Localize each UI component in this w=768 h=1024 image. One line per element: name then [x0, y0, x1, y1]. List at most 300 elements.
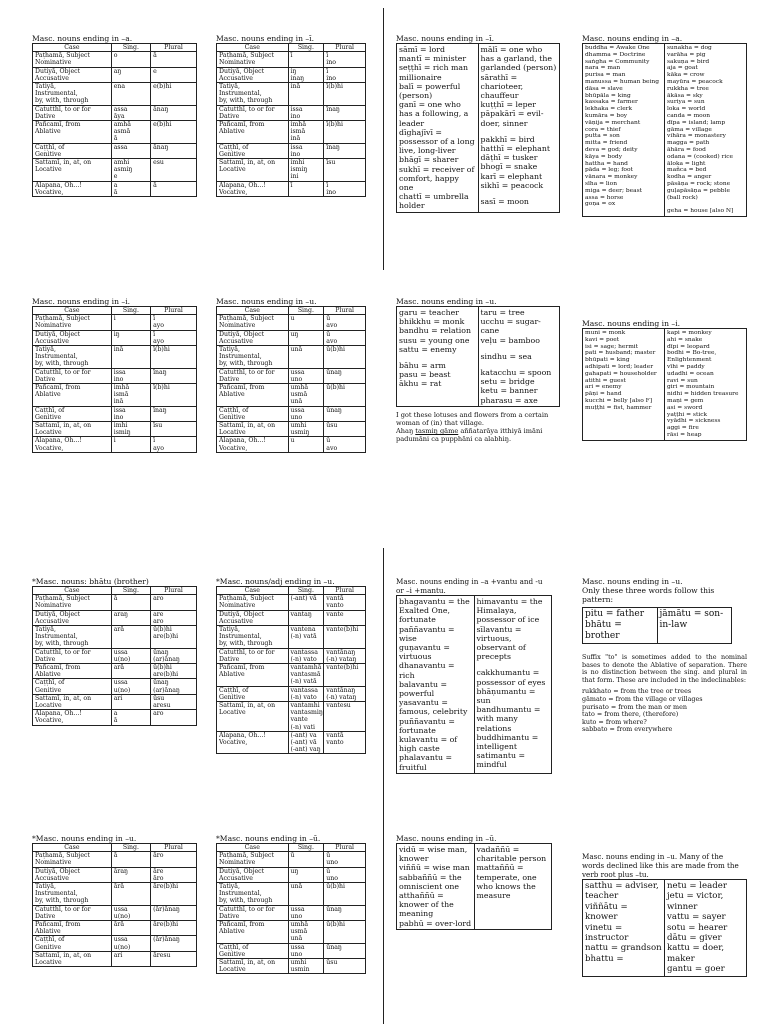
table-row [217, 368, 366, 383]
singular-cell: i [111, 315, 150, 330]
vocab-box [396, 843, 552, 930]
case-cell: Paṭhamā, Subject Nominative [217, 852, 289, 867]
vocab-entry: veḷu = bamboo [480, 335, 540, 345]
table-row [33, 105, 197, 120]
column-header: Plural [324, 44, 366, 52]
singular-cell: amhā asmā ā [111, 121, 150, 144]
singular-cell: vantamhi vantasmiŋ vante (-n) vati [288, 702, 324, 732]
vocab-entry: cora = thief [585, 126, 621, 133]
vocab-entry: pakkhī = bird [480, 134, 535, 144]
table-row [217, 422, 366, 437]
vocab-entry: sārathī = charioteer, chauffeur [480, 72, 524, 101]
singular-cell: imhā ismā inā [288, 121, 324, 144]
declension-table [216, 843, 366, 974]
vocab-entry: vīhi = paddy [667, 363, 705, 370]
plural-cell: ūnaŋ (ar)ānaŋ [151, 648, 197, 663]
table-header-row [217, 44, 366, 52]
vocab-entry: ucchu = sugar-cane [480, 317, 541, 336]
plural-cell: e [151, 67, 197, 82]
plural-cell: ū(b)hi [324, 883, 366, 906]
case-cell: Sattamī, in, at, on Locative [33, 951, 112, 966]
plural-cell: ū uno [324, 867, 366, 882]
case-cell: Catutthī, to or for Dative [33, 105, 112, 120]
column-header: Plural [151, 844, 197, 852]
singular-cell: umhā usmā unā [288, 921, 324, 944]
singular-cell: vantassa (-n) vato [288, 686, 324, 701]
vocab-entry: dātu = giver [667, 933, 722, 944]
table-row [217, 346, 366, 369]
plural-cell: ū avo [324, 437, 366, 452]
ablative-item: purisato = from the man or men [582, 702, 687, 711]
vocab-entry: rāsi = heap [667, 431, 702, 438]
vocab-column [478, 44, 560, 212]
table-row [217, 105, 366, 120]
vocab-entry: muṭṭhi = fist, hammer [585, 404, 652, 411]
plural-cell: āresu [151, 951, 197, 966]
plural-cell: (ār)ānaŋ [151, 936, 197, 951]
case-cell: Caṭṭhī, of Genitive [33, 936, 112, 951]
vocab-masc-u [396, 297, 560, 444]
singular-cell: inā [111, 346, 150, 369]
vocab-entry: viññātu = knower [585, 901, 628, 923]
vocab-entry: seṭṭhī = rich man millionaire [399, 63, 469, 82]
vocab-entry: sukhī = receiver of comfort, happy one [399, 164, 475, 193]
singular-cell: amhi asmiŋ e [111, 159, 150, 182]
plural-cell: are aro [151, 610, 197, 625]
spacer [477, 661, 550, 668]
table-row [33, 694, 197, 709]
table-row [33, 52, 197, 67]
table-row [217, 610, 366, 625]
vocab-column [583, 44, 664, 216]
singular-cell: araŋ [111, 610, 150, 625]
column-header: Case [33, 844, 112, 852]
ablative-item: rukkhato = from the tree or trees [582, 687, 692, 696]
table-row [33, 883, 197, 906]
vocab-column [397, 44, 478, 212]
vocab-entry: udadhi = ocean [667, 370, 714, 377]
vocab-entry: mitta = friend [585, 140, 628, 147]
table-masc-a [32, 34, 197, 197]
vocab-entry: bhattu = [585, 953, 624, 964]
table-row [33, 181, 197, 196]
plural-cell: ūsu [324, 959, 366, 974]
vocab-entry: jetu = victor, winner [667, 891, 724, 912]
table-row [217, 664, 366, 687]
vocab-masc-u-long [396, 834, 552, 930]
singular-cell: ussa uno [288, 406, 324, 421]
vocab-entry: vidū = wise man, knower [399, 845, 468, 864]
vocab-entry: bodhi = Bo-tree, Enlightenment [667, 350, 717, 364]
case-cell: Pañcamī, from Ablative [217, 121, 289, 144]
vocab-box [582, 607, 732, 644]
plural-cell: ūsu aresu [151, 694, 197, 709]
singular-cell: ena [111, 83, 150, 106]
vocab-box [582, 879, 747, 977]
table-title: *Masc. nouns/adj ending in –u. [216, 577, 335, 586]
singular-cell: (-ant) va (-ant) vā (-ant) vaŋ [288, 731, 324, 754]
declension-table [216, 586, 366, 754]
vocab-entry: vihāra = monastery [667, 133, 726, 140]
table-row [33, 121, 197, 144]
plural-cell: ū(b)hi are(b)hi [151, 664, 197, 679]
case-cell: Sattamī, in, at, on Locative [33, 694, 112, 709]
spacer [481, 361, 558, 368]
vocab-entry: loka = world [667, 106, 706, 113]
table-title: Masc. nouns ending in –ī. [216, 34, 315, 43]
example-sentence-english: I got these lotuses and flowers from a certain woman of (in) that village. [396, 410, 549, 428]
table-row [33, 346, 197, 369]
vocab-title: Masc. nouns ending in –a. [582, 34, 683, 43]
table-row [217, 143, 366, 158]
case-cell: Caṭṭhī, of Genitive [33, 679, 112, 694]
table-row [33, 664, 197, 679]
singular-cell: iŋ inaŋ [288, 67, 324, 82]
vocab-entry: ravi = sun [667, 377, 698, 384]
column-header: Sing. [111, 844, 150, 852]
singular-cell: ū [288, 852, 324, 867]
vocab-entry: āloka = light [667, 160, 706, 167]
plural-cell: īnaŋ [151, 368, 197, 383]
table-title: *Masc. nouns ending in –u. [32, 834, 137, 843]
case-cell: Sattamī, in, at, on Locative [217, 702, 289, 732]
singular-cell: issa ino [288, 143, 324, 158]
column-header: Case [217, 307, 289, 315]
vocab-entry: satthu = adviser, teacher [585, 881, 659, 902]
column-header: Plural [151, 307, 197, 315]
vocab-entry: gantu = goer [667, 964, 725, 975]
table-row [33, 921, 197, 936]
vocab-entry: gahapati = householder [585, 370, 657, 377]
column-header: Sing. [288, 307, 324, 315]
table-row [217, 181, 366, 196]
plural-cell: vantānaŋ (-n) vataŋ [324, 648, 366, 663]
table-row [217, 867, 366, 882]
plural-cell: ī ayo [151, 437, 197, 452]
vocab-entry: hattha = hand [585, 160, 628, 167]
table-title: Masc. nouns ending in –u. [216, 297, 317, 306]
vocab-entry: sakuṇa = bird [667, 58, 710, 65]
vocab-entry: asi = sword [667, 404, 703, 411]
singular-cell: ārā [111, 921, 150, 936]
vocab-entry: sotu = hearer [667, 922, 728, 933]
case-cell: Tatiyā, Instrumental, by, with, through [33, 883, 112, 906]
table-row [217, 121, 366, 144]
plural-cell: āre(b)hi [151, 921, 197, 936]
singular-cell: a ā [111, 181, 150, 196]
case-cell: Pañcamī, from Ablative [33, 121, 112, 144]
plural-cell: ūnaŋ [324, 368, 366, 383]
vocab-entry: mantī = minister [399, 54, 467, 64]
singular-cell: unā [288, 883, 324, 906]
table-row [33, 384, 197, 407]
singular-cell: unā [288, 346, 324, 369]
vocab-column [397, 596, 474, 773]
plural-cell: (ār)ānaŋ [151, 905, 197, 920]
vocab-entry: kāya = body [585, 153, 623, 160]
vocab-column [583, 880, 664, 976]
table-row [217, 330, 366, 345]
vocab-entry: ari = enemy [585, 384, 622, 391]
column-header: Plural [151, 587, 197, 595]
singular-cell: ī [288, 52, 324, 67]
table-row [33, 143, 197, 158]
vocab-entry: gāma = village [667, 126, 712, 133]
vocab-entry: pharasu = axe [480, 395, 538, 405]
case-cell: Sattamī, in, at, on Locative [217, 959, 289, 974]
vocab-entry: yasavantu = famous, celebrity [399, 698, 468, 717]
table-row [33, 648, 197, 663]
vocab-title: Masc. nouns ending in –ū. [396, 834, 497, 843]
plural-cell: īsu [324, 159, 366, 182]
plural-cell: īnaŋ [324, 143, 366, 158]
case-cell: Tatiyā, Instrumental, by, with, through [217, 626, 289, 649]
vocab-entry: rukkha = tree [667, 85, 709, 92]
vocab-entry: atthaññū = knower of the meaning [399, 891, 454, 919]
singular-cell: i [111, 437, 150, 452]
plural-cell: ūnaŋ [324, 905, 366, 920]
top-divider [383, 8, 384, 270]
ablative-item: sabbato = from everywhere [582, 725, 673, 734]
plural-cell: ī(b)hi [151, 346, 197, 369]
case-cell: Catutthī, to or for Dative [33, 905, 112, 920]
vocab-masc-a [582, 34, 747, 217]
vocab-entry: buddha = Awake One [585, 45, 650, 51]
singular-cell: (-ant) vā [288, 595, 324, 610]
table-row [33, 626, 197, 649]
vocab-entry: sāmī = lord [399, 45, 445, 54]
vocab-entry: bhagavantu = the Exalted One, fortunate [399, 597, 470, 625]
singular-cell: inā [288, 83, 324, 106]
case-cell: Catutthī, to or for Dative [217, 905, 289, 920]
vocab-column [474, 596, 552, 773]
vocab-entry: sikhī = peacock [480, 180, 544, 190]
table-row [33, 67, 197, 82]
singular-cell: vantaŋ [288, 610, 324, 625]
pali-part: aññatarāya itthiyā imāni padumāni ca pupphāni ca alabhiŋ. [396, 427, 543, 444]
vocab-masc-i-long [396, 34, 560, 213]
table-row [217, 852, 366, 867]
vocab-entry: hatthī = elephant [480, 144, 550, 154]
singular-cell: imhā ismā inā [111, 384, 150, 407]
table-header-row [33, 587, 197, 595]
declension-table [32, 586, 197, 726]
case-cell: Paṭhamā, Subject Nominative [217, 315, 289, 330]
vocab-entry: pitu = father [585, 609, 645, 619]
vocab-entry: magga = path [667, 140, 710, 147]
vocab-entry: muni = monk [585, 330, 626, 336]
table-row [217, 437, 366, 452]
plural-cell: āro [151, 852, 197, 867]
vocab-entry: kāka = crow [667, 72, 705, 79]
plural-cell: ī ino [324, 67, 366, 82]
vocab-box [582, 43, 747, 217]
table-bhatu [32, 577, 197, 726]
table-row [33, 710, 197, 725]
vocab-entry: kattu = doer, maker [667, 943, 725, 964]
column-header: Case [33, 307, 112, 315]
table-header-row [33, 307, 197, 315]
vocab-entry: pāda = leg; foot [585, 167, 633, 174]
case-cell: Paṭhamā, Subject Nominative [217, 595, 289, 610]
plural-cell: ānaŋ [151, 143, 197, 158]
singular-cell: uŋ [288, 330, 324, 345]
vocab-column [397, 844, 474, 929]
singular-cell: ussa uno [288, 943, 324, 958]
plural-cell: vante [324, 610, 366, 625]
case-cell: Paṭhamā, Subject Nominative [33, 595, 112, 610]
case-cell: Pañcamī, from Ablative [33, 664, 112, 679]
vocab-entry: garu = teacher [399, 308, 460, 317]
table-row [33, 422, 197, 437]
declension-table [216, 43, 366, 197]
singular-cell: issa ino [111, 368, 150, 383]
case-cell: Caṭṭhī, of Genitive [217, 943, 289, 958]
plural-cell: ū(b)hi [324, 384, 366, 407]
table-row [33, 905, 197, 920]
case-cell: Catutthī, to or for Dative [217, 368, 289, 383]
singular-cell: umhi usmin [288, 959, 324, 974]
plural-cell: ū(b)hi [324, 921, 366, 944]
vocab-entry: deva = god; deity [585, 146, 638, 153]
vocab-entry: kapi = monkey [667, 330, 712, 336]
case-cell: Catutthī, to or for Dative [33, 648, 112, 663]
vocab-entry: kassaka = farmer [585, 99, 638, 106]
vocab-entry: viññū = wise man [399, 863, 470, 873]
vocab-entry: aggi = fire [667, 425, 699, 432]
case-cell: Dutiyā, Object Accusative [217, 67, 289, 82]
column-header: Case [33, 587, 112, 595]
table-row [33, 368, 197, 383]
vocab-entry: bhāṇumantu = sun [476, 686, 536, 706]
plural-cell: vantesu [324, 702, 366, 732]
singular-cell: ārā [111, 883, 150, 906]
table-row [33, 951, 197, 966]
singular-cell: imhi ismiŋ ini [288, 159, 324, 182]
vocab-entry: phalavantu = fruitful [399, 753, 453, 772]
vocab-entry: bhātu = brother [585, 620, 622, 641]
singular-cell: umhā usmā unā [288, 384, 324, 407]
plural-cell: e(b)hi [151, 83, 197, 106]
vocab-entry: pasu = beast [399, 370, 451, 380]
vocab-entry: bāhu = arm [399, 361, 446, 371]
case-cell: Caṭṭhī, of Genitive [217, 143, 289, 158]
case-cell: Tatiyā, Instrumental, by, with, through [33, 626, 112, 649]
vocab-entry: satimantu = mindful [476, 751, 526, 770]
singular-cell: a ā [111, 710, 150, 725]
singular-cell: vantassa (-n) vato [288, 648, 324, 663]
column-header: Case [33, 44, 112, 52]
table-row [217, 595, 366, 610]
singular-cell: ā [111, 595, 150, 610]
plural-cell: ī(b)hi [151, 384, 197, 407]
plural-cell: ānaŋ [151, 105, 197, 120]
vocab-entry: bhāgī = sharer [399, 155, 459, 165]
case-cell: Dutiyā, Object Accusative [33, 867, 112, 882]
case-cell: Pañcamī, from Ablative [217, 664, 289, 687]
vocab-entry: sattu = enemy [399, 344, 457, 354]
table-row [217, 686, 366, 701]
case-cell: Paṭhamā, Subject Nominative [33, 852, 112, 867]
vocab-entry: āhāra = food [667, 146, 706, 153]
ablative-item: tato = from there, (therefore) [582, 710, 679, 719]
plural-cell: aro [151, 595, 197, 610]
table-row [33, 852, 197, 867]
plural-cell: vante(b)hi [324, 664, 366, 687]
singular-cell: ari [111, 694, 150, 709]
table-row [217, 731, 366, 754]
table-vantu [216, 577, 366, 754]
table-row [33, 610, 197, 625]
vocab-entry: kumāra = boy [585, 112, 628, 119]
ablative-item: kuto = from where? [582, 717, 647, 726]
vocab-entry: paññavantu = wise [399, 624, 455, 643]
vocab-entry: putta = son [585, 133, 620, 140]
vocab-entry: goṇa = ox [585, 201, 616, 208]
vocab-entry: chattī = umbrella holder [399, 192, 469, 211]
table-row [33, 330, 197, 345]
case-cell: Paṭhamā, Subject Nominative [217, 52, 289, 67]
case-cell: Ālapana, Oh...! Vocative, [217, 731, 289, 754]
case-cell: Caṭṭhī, of Genitive [217, 406, 289, 421]
vocab-entry: pati = husband; master [585, 350, 656, 357]
table-row [33, 679, 197, 694]
case-cell: Dutiyā, Object Accusative [217, 610, 289, 625]
vocab-entry: bhogī = snake [480, 162, 538, 172]
column-header: Plural [324, 844, 366, 852]
vocab-title: Masc. nouns ending in –ī. [396, 34, 495, 43]
case-cell: Dutiyā, Object Accusative [217, 330, 289, 345]
column-header: Sing. [288, 844, 324, 852]
vocab-column [583, 329, 664, 440]
table-row [217, 702, 366, 732]
vocab-entry: geha = house [also N] [667, 208, 734, 215]
singular-cell: arā [111, 664, 150, 679]
table-row [217, 384, 366, 407]
vocab-entry: taru = tree [480, 308, 525, 317]
vocab-entry: kulavantu = of high caste [399, 735, 458, 754]
vocab-entry: kuṭṭhī = leper [480, 100, 536, 110]
vocab-entry: yaṭṭhi = stick [667, 411, 708, 418]
vocab-entry: balavantu = powerful [399, 679, 448, 699]
vocab-entry: manussa = human being [585, 78, 659, 85]
ablative-item: gāmato = from the village or villages [582, 694, 703, 703]
vocab-title: Masc. nouns ending in –i. [582, 319, 681, 328]
singular-cell: ussa u(no) [111, 905, 150, 920]
vocab-entry: vāṇija = merchant [585, 119, 641, 126]
vocab-entry: ahi = snake [667, 336, 703, 343]
vocab-entry: dīpi = leopard [667, 343, 710, 350]
vocab-entry: kucchi = belly [also F] [585, 397, 653, 404]
singular-cell: issa ino [288, 105, 324, 120]
plural-cell: ū avo [324, 330, 366, 345]
ablative-list [582, 688, 747, 734]
table-title: Masc. nouns ending in –i. [32, 297, 131, 306]
table-masc-i-long [216, 34, 366, 197]
table-row [217, 648, 366, 663]
vocab-entry: mayūra = peacock [667, 78, 723, 85]
case-cell: Tatiyā, Instrumental, by, with, through [217, 883, 289, 906]
plural-cell: ī(b)hi [324, 83, 366, 106]
table-masc-u-star [32, 834, 197, 967]
singular-cell: ussa u(no) [111, 679, 150, 694]
singular-cell: ussa uno [288, 368, 324, 383]
vocab-entry: ketu = banner [480, 386, 538, 396]
singular-cell: uŋ [288, 867, 324, 882]
table-row [217, 626, 366, 649]
vocab-entry: dāsa = slave [585, 85, 623, 92]
vocab-entry: ganī = one who has a following, a leader [399, 100, 469, 128]
